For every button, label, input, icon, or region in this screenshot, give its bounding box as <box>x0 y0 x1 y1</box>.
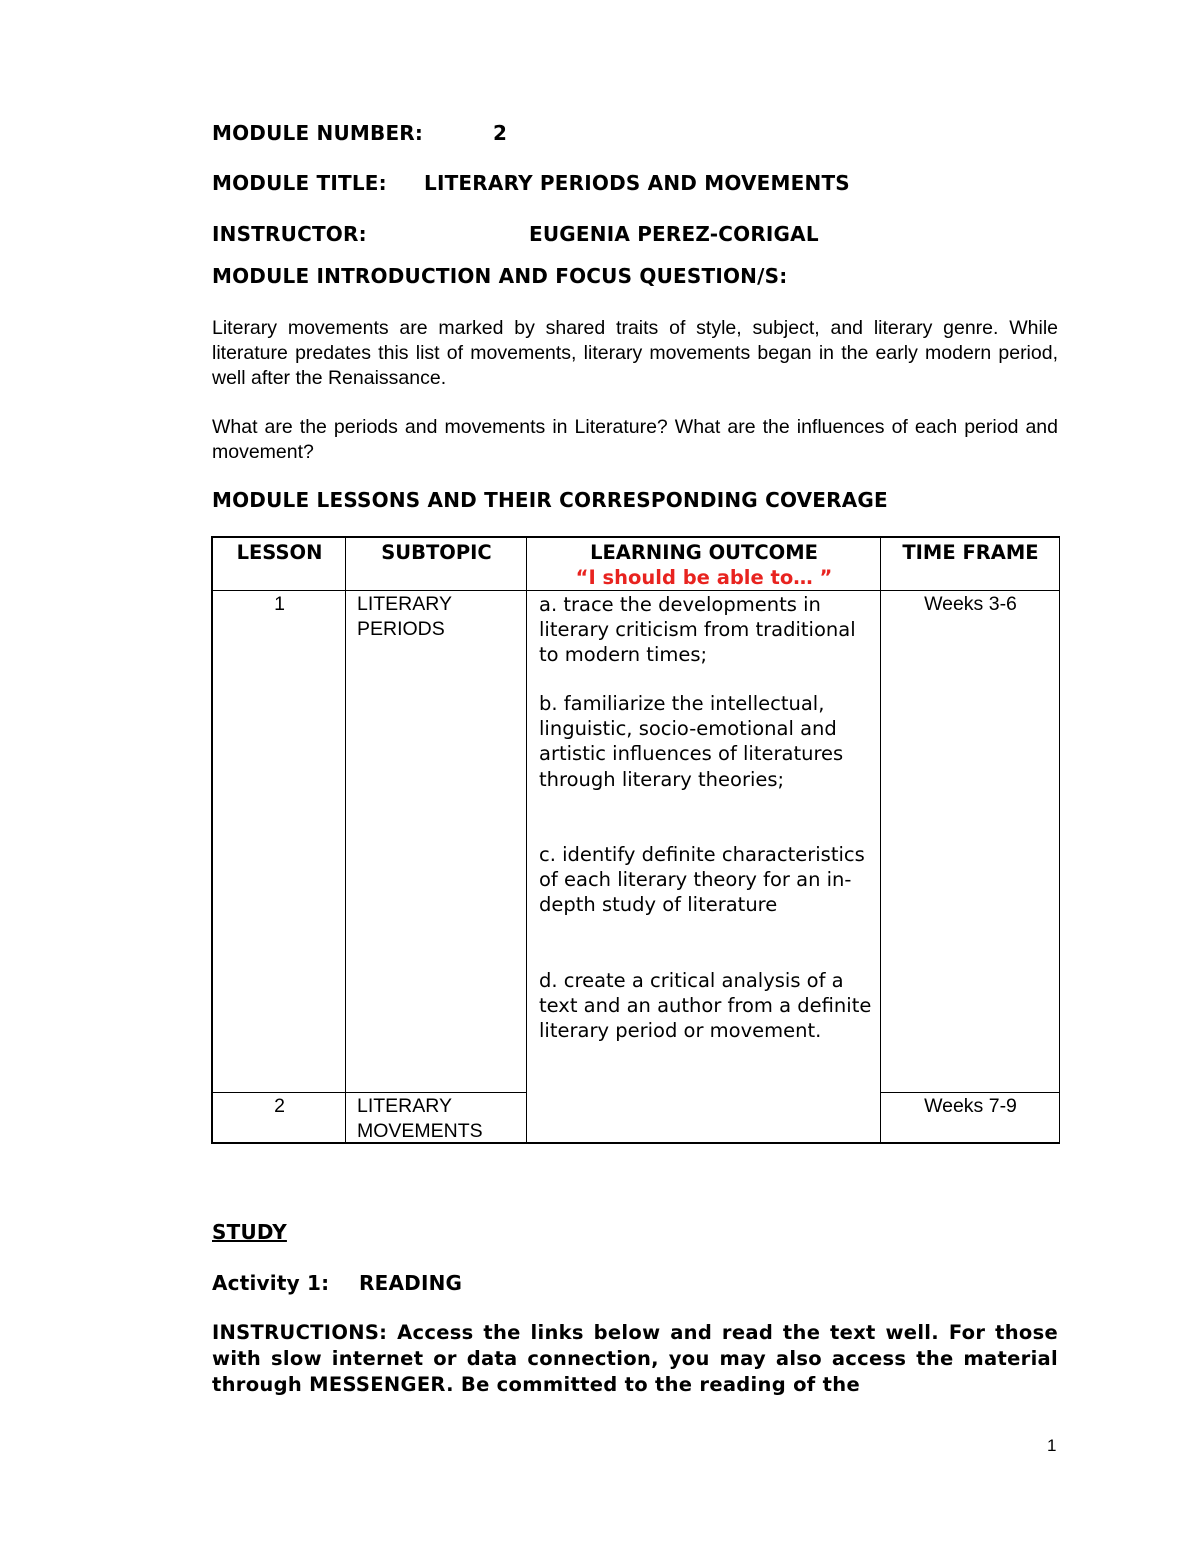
lessons-heading: MODULE LESSONS AND THEIR CORRESPONDING COVERAGE <box>212 488 888 512</box>
header-time-frame: TIME FRAME <box>902 541 1039 564</box>
table-divider <box>526 538 527 1142</box>
lessons-table <box>211 536 1060 1144</box>
table-divider <box>345 538 346 1142</box>
row-2-subtopic: LITERARY MOVEMENTS <box>357 1095 483 1143</box>
study-heading: STUDY <box>212 1220 287 1244</box>
instructor-value: EUGENIA PEREZ-CORIGAL <box>529 222 819 246</box>
module-title-label: MODULE TITLE: <box>212 171 387 195</box>
outcome-a: a. trace the developments in literary criticism from traditional to modern times; <box>539 593 856 667</box>
table-divider <box>213 590 1060 591</box>
row-1-subtopic: LITERARY PERIODS <box>357 593 452 641</box>
module-title-value: LITERARY PERIODS AND MOVEMENTS <box>424 171 850 195</box>
activity-title: READING <box>359 1271 463 1295</box>
header-lesson: LESSON <box>236 541 323 564</box>
outcome-b: b. familiarize the intellectual, linguistic, socio-emotional and artistic influences of literatures through literary theories; <box>539 692 844 791</box>
header-learning-outcome-sub: “I should be able to… ” <box>575 566 833 589</box>
table-divider <box>880 538 881 1142</box>
module-number-label: MODULE NUMBER: <box>212 121 424 145</box>
row-2-lesson: 2 <box>274 1095 285 1117</box>
intro-heading: MODULE INTRODUCTION AND FOCUS QUESTION/S: <box>212 264 788 288</box>
page-number: 1 <box>1047 1436 1057 1455</box>
instructor-label: INSTRUCTOR: <box>212 222 367 246</box>
table-divider <box>880 1092 1060 1093</box>
intro-paragraph-2: What are the periods and movements in Literature? What are the influences of each period and movement? <box>212 416 1058 463</box>
outcome-c: c. identify definite characteristics of each literary theory for an in-depth study of literature <box>539 843 865 917</box>
table-divider <box>213 1092 527 1093</box>
intro-paragraph-1: Literary movements are marked by shared traits of style, subject, and literary genre. While literature predates this list of movements, literary movements began in the early modern period, well after the Renaissance. <box>212 317 1058 389</box>
outcome-d: d. create a critical analysis of a text and an author from a definite literary period or movement. <box>539 969 872 1043</box>
row-1-lesson: 1 <box>274 593 285 615</box>
row-1-time-frame: Weeks 3-6 <box>924 593 1017 615</box>
study-instructions: INSTRUCTIONS: Access the links below and read the text well. For those with slow internet or data connection, you may also access the material through MESSENGER. Be committed to the reading of the <box>212 1321 1058 1396</box>
activity-label: Activity 1: <box>212 1271 330 1295</box>
row-2-time-frame: Weeks 7-9 <box>924 1095 1017 1117</box>
header-subtopic: SUBTOPIC <box>381 541 492 564</box>
module-number-value: 2 <box>493 121 508 145</box>
header-learning-outcome: LEARNING OUTCOME <box>590 541 818 564</box>
